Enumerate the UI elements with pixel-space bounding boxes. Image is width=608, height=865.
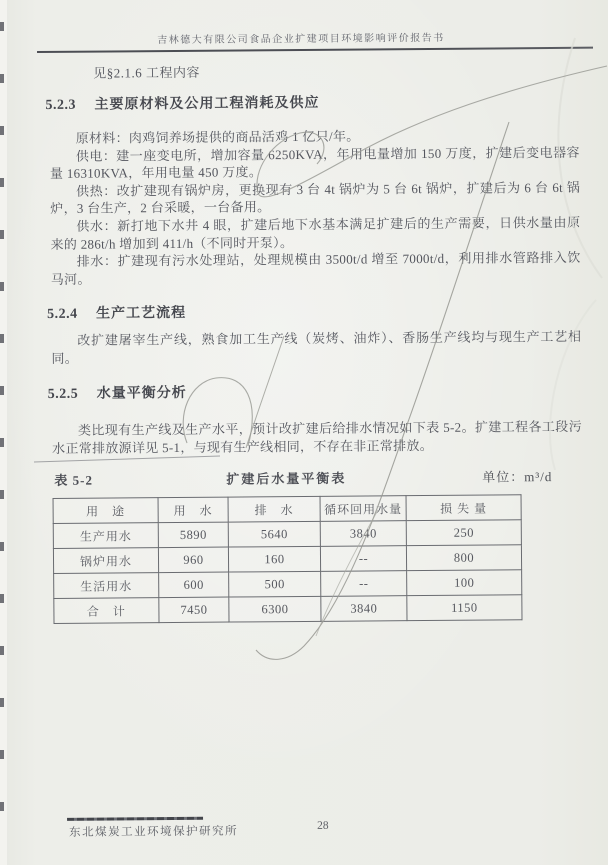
table-row bbox=[53, 520, 521, 549]
cell-supply: 600 bbox=[159, 572, 229, 598]
cell-loss: 800 bbox=[406, 545, 521, 571]
section-heading-523 bbox=[45, 92, 319, 114]
paragraph-power-supply: 供电：建一座变电所，增加容量 6250KVA，年用电量增加 150 万度，扩建后变电器容量 16310KVA，年用电量 450 万度。 bbox=[49, 144, 580, 182]
cell-supply: 960 bbox=[158, 547, 228, 573]
paragraph-water-supply: 供水：新打地下水井 4 眼，扩建后地下水基本满足扩建后的生产需要，日供水量由原来的 286t/h 增加到 411/h（不同时开泵）。 bbox=[50, 214, 581, 252]
section-title: 主要原材料及公用工程消耗及供应 bbox=[94, 95, 320, 113]
cell-use: 生产用水 bbox=[53, 523, 158, 549]
cell-recycle: -- bbox=[320, 546, 406, 572]
section-heading-524 bbox=[47, 302, 186, 323]
footer-divider bbox=[67, 817, 203, 821]
cell-recycle: 3840 bbox=[321, 596, 407, 622]
cell-supply: 7450 bbox=[159, 597, 229, 623]
water-balance-table bbox=[53, 494, 523, 624]
cell-drain: 500 bbox=[229, 571, 321, 597]
col-header-use: 用 途 bbox=[53, 498, 158, 524]
section-title: 水量平衡分析 bbox=[96, 385, 187, 402]
paragraph-drainage: 排水：扩建现有污水处理站，处理规模由 3500t/d 增至 7000t/d，利用排水管路排入饮马河。 bbox=[50, 249, 581, 287]
paragraph-water-balance: 类比现有生产线及生产水平，预计改扩建后给排水情况如下表 5-2。扩建工程各工段污水正常排放源详见 5-1，与现有生产线相同，不存在非正常排放。 bbox=[52, 418, 583, 456]
paragraph-heat-supply: 供热：改扩建现有锅炉房，更换现有 3 台 4t 锅炉为 5 台 6t 锅炉，扩建后为 6 台 6t 锅炉，3 台生产，2 台采暖，一台备用。 bbox=[50, 179, 581, 217]
col-header-drain: 排 水 bbox=[228, 496, 320, 522]
paragraph-process-flow: 改扩建屠宰生产线，熟食加工生产线（炭烤、油炸）、香肠生产线均与现生产工艺相同。 bbox=[51, 328, 582, 366]
reference-note: 见§2.1.6 工程内容 bbox=[93, 64, 201, 81]
col-header-supply: 用 水 bbox=[158, 497, 228, 523]
cell-supply: 5890 bbox=[158, 522, 228, 548]
cell-recycle: -- bbox=[321, 571, 407, 597]
section-heading-525 bbox=[48, 382, 187, 403]
cell-loss: 100 bbox=[407, 570, 522, 596]
page-number: 28 bbox=[317, 819, 329, 832]
table-label: 表 5-2 bbox=[54, 472, 94, 488]
cell-use: 合 计 bbox=[54, 598, 159, 624]
cell-recycle: 3840 bbox=[320, 521, 406, 547]
cell-use: 生活用水 bbox=[54, 573, 159, 599]
cell-use: 锅炉用水 bbox=[53, 548, 158, 574]
cell-drain: 5640 bbox=[228, 521, 320, 547]
paragraph-raw-materials: 原材料：肉鸡饲养场提供的商品活鸡 1 亿只/年。 bbox=[75, 128, 360, 146]
running-header bbox=[0, 28, 605, 48]
table-caption bbox=[52, 466, 553, 488]
table-header-row bbox=[53, 495, 521, 524]
section-number: 5.2.5 bbox=[47, 386, 79, 402]
col-header-loss: 损 失 量 bbox=[406, 495, 521, 521]
table-title: 扩建后水量平衡表 bbox=[226, 470, 347, 487]
section-number: 5.2.4 bbox=[47, 306, 78, 322]
table-row bbox=[53, 545, 521, 574]
table-unit: 单位：m³/d bbox=[482, 469, 553, 485]
table-total-row bbox=[54, 595, 522, 624]
scan-edge-artifacts bbox=[0, 0, 7, 865]
section-523-paragraphs bbox=[50, 126, 581, 289]
document-title: 吉林德大有限公司食品企业扩建项目环境影响评价报告书 bbox=[157, 32, 445, 47]
col-header-recycle: 循环回用水量 bbox=[320, 496, 406, 522]
cell-loss: 250 bbox=[406, 520, 521, 546]
cell-drain: 160 bbox=[228, 546, 320, 572]
cell-drain: 6300 bbox=[229, 596, 321, 622]
cell-loss: 1150 bbox=[407, 595, 522, 621]
header-divider bbox=[37, 47, 593, 53]
table-row bbox=[54, 570, 522, 599]
footer-organization: 东北煤炭工业环境保护研究所 bbox=[69, 825, 239, 839]
section-number: 5.2.3 bbox=[45, 97, 77, 113]
section-title: 生产工艺流程 bbox=[96, 305, 187, 322]
